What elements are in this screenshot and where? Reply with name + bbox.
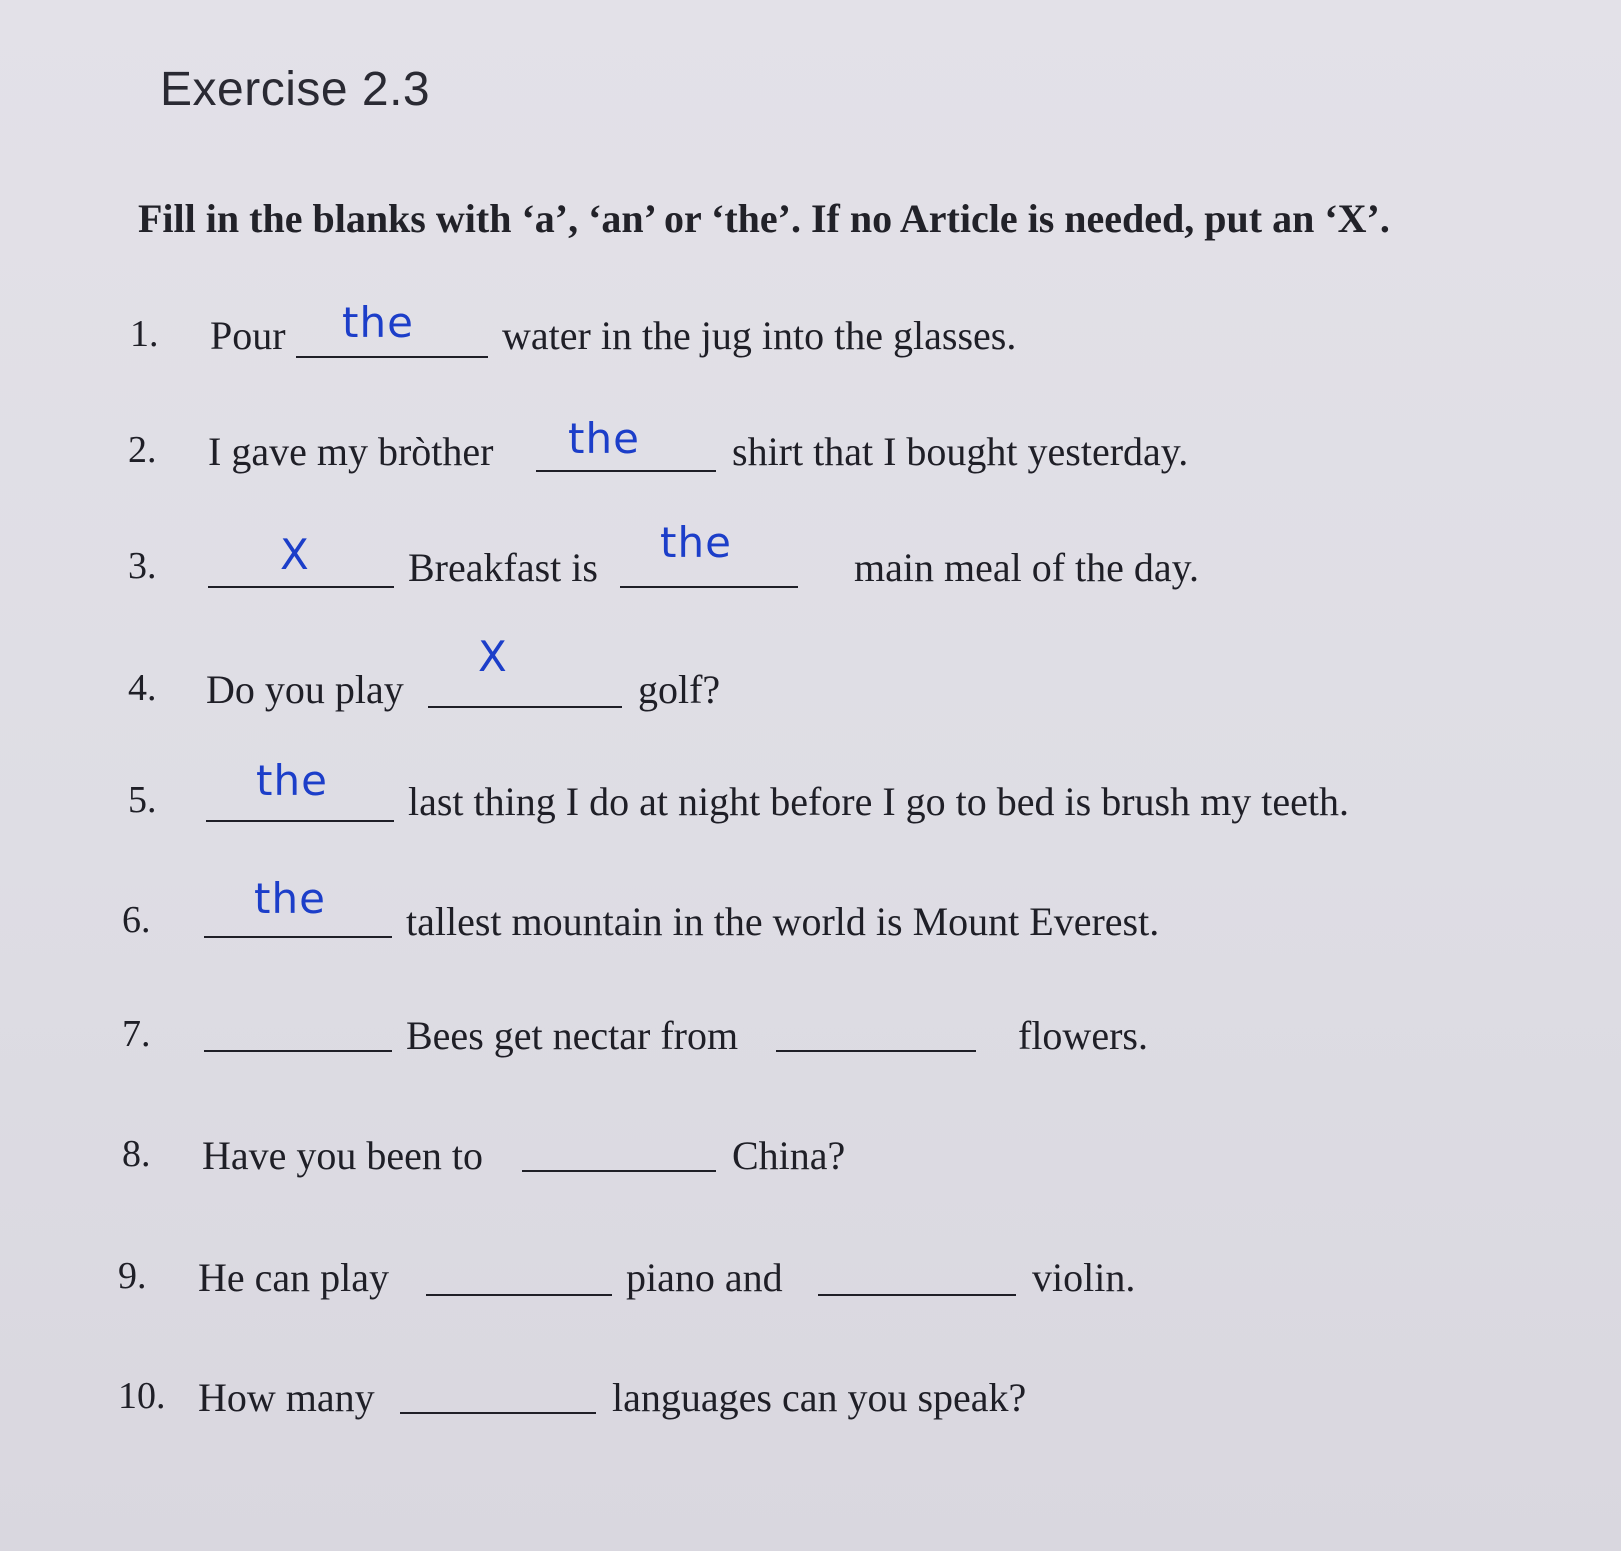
question-text: piano and [626,1255,783,1300]
question-4 [0,632,1621,726]
question-text: tallest mountain in the world is Mount Everest. [406,899,1160,944]
question-text: last thing I do at night before I go to bed is brush my teeth. [408,779,1349,824]
question-text: main meal of the day. [854,545,1200,590]
answer-blank[interactable] [204,1050,392,1052]
handwritten-answer: the [660,518,732,567]
question-text: golf? [638,667,721,712]
question-text: violin. [1032,1255,1136,1300]
question-text: Pour [210,313,286,358]
handwritten-answer: the [342,298,414,347]
answer-blank[interactable] [776,1050,976,1052]
instruction-text: Fill in the blanks with ‘a’, ‘an’ or ‘the’. If no Article is needed, put an ‘X’. [138,196,1390,241]
question-number: 10. [118,1375,166,1417]
question-text: flowers. [1018,1013,1148,1058]
answer-blank[interactable] [522,1170,716,1172]
answer-blank[interactable] [204,936,392,938]
question-number: 3. [128,545,157,587]
question-text: languages can you speak? [612,1375,1027,1420]
question-number: 5. [128,779,157,821]
question-text: How many [198,1375,375,1420]
answer-blank[interactable] [208,586,394,588]
answer-blank[interactable] [206,820,394,822]
question-8 [0,1132,1621,1192]
handwritten-answer: X [478,632,508,681]
question-number: 8. [122,1133,151,1175]
question-number: 7. [122,1013,151,1055]
question-text: Breakfast is [408,545,598,590]
question-number: 6. [122,899,151,941]
answer-blank[interactable] [296,356,488,358]
question-number: 2. [128,429,157,471]
question-text: shirt that I bought yesterday. [732,429,1189,474]
question-2 [0,414,1621,488]
answer-blank[interactable] [536,470,716,472]
question-number: 9. [118,1255,147,1297]
question-number: 1. [130,313,159,355]
question-text: water in the jug into the glasses. [502,313,1017,358]
question-9 [0,1254,1621,1314]
exercise-title: Exercise 2.3 [160,63,431,116]
question-text: He can play [198,1255,390,1300]
question-7 [0,1012,1621,1072]
question-3 [0,518,1621,604]
question-6 [0,874,1621,958]
handwritten-answer: the [568,414,640,463]
question-number: 4. [128,667,157,709]
answer-blank[interactable] [620,586,798,588]
question-text: I gave my bròther [208,429,494,474]
question-10 [0,1374,1621,1434]
answer-blank[interactable] [426,1294,612,1296]
handwritten-answer: X [280,530,310,579]
question-1 [0,298,1621,372]
answer-blank[interactable] [400,1412,596,1414]
question-text: Do you play [206,667,404,712]
answer-blank[interactable] [428,706,622,708]
question-text: Have you been to [202,1133,484,1178]
handwritten-answer: the [254,874,326,923]
handwritten-answer: the [256,756,328,805]
question-5 [0,756,1621,838]
question-text: China? [732,1133,846,1178]
answer-blank[interactable] [818,1294,1016,1296]
question-text: Bees get nectar from [406,1013,739,1058]
